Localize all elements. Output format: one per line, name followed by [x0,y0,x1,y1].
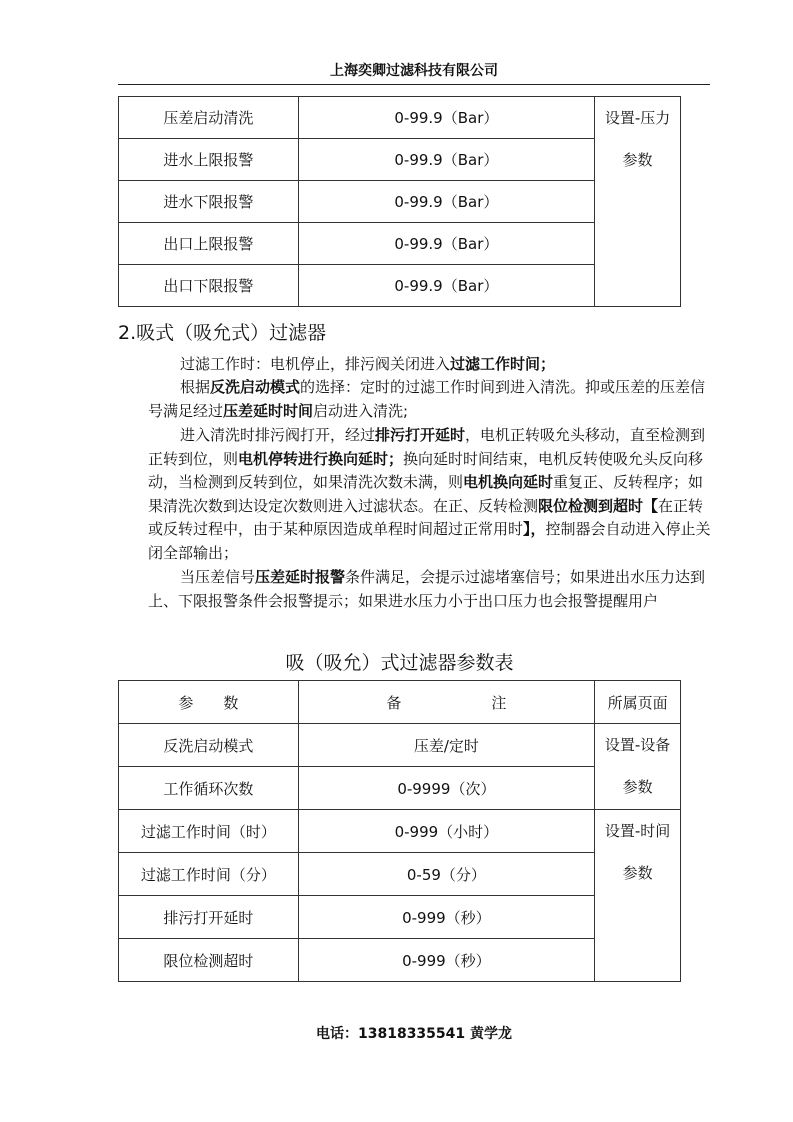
range-cell: 0-99.9（Bar） [298,223,594,265]
param-cell: 排污打开延时 [119,896,299,939]
pressure-params-table [118,96,681,307]
note-cell: 0-59（分） [298,853,595,896]
text: 启动进入清洗; [313,401,409,420]
text: 重复正、反转程序；如果清洗次数到达设定次数则进入过滤状态。在正、反转检测 [148,473,704,515]
text: 当压差信号 [180,568,256,586]
paragraph-pressure-alarm [148,566,713,613]
param-cell: 进水下限报警 [119,181,299,223]
param-cell: 过滤工作时间（时） [119,810,299,853]
page-line: 设置-时间 [604,822,671,840]
bold-text: 限位检测到超时【 [538,496,659,515]
bold-text: 电机换向延时 [463,473,554,491]
param-cell: 压差启动清洗 [119,97,299,139]
range-cell: 0-99.9（Bar） [298,181,594,223]
param-cell: 工作循环次数 [119,767,299,810]
company-name: 上海奕卿过滤科技有限公司 [330,63,498,79]
param-cell: 反洗启动模式 [119,724,299,767]
note-cell: 0-9999（次） [298,767,595,810]
bold-text: 排污打开延时 [375,426,466,444]
filter-params-table [118,680,681,982]
section-title: 2.吸式（吸允式）过滤器 [118,322,327,344]
param-cell: 限位检测超时 [119,939,299,982]
header-param: 参 数 [119,681,299,724]
param-cell: 出口下限报警 [119,265,299,307]
note-cell: 0-999（小时） [298,810,595,853]
bold-text: 】， [523,520,546,538]
note-cell: 0-999（秒） [298,939,595,982]
param-cell: 过滤工作时间（分） [119,853,299,896]
text: 过滤工作时：电机停止，排污阀关闭进入 [180,355,451,373]
page-header [118,60,710,85]
param-cell: 进水上限报警 [119,139,299,181]
page-cell [595,810,681,982]
page-line: 参数 [622,778,653,796]
range-cell: 0-99.9（Bar） [298,139,594,181]
text: 根据 [180,378,211,396]
text: 进入清洗时排污阀打开，经过 [180,426,376,444]
param-cell: 出口上限报警 [119,223,299,265]
bold-text: 压差延时报警 [255,568,346,586]
bold-text: 过滤工作时间； [450,355,556,373]
text: 的选择：定时的过滤工作时间到进入清洗。抑或压差的压差信号满足经过 [148,378,706,420]
bold-text: 反洗启动模式 [210,378,301,396]
text: 换向延时时间结束，电机反转使吸允头反向移动，当检测到反转到位，如果清洗次数未满，则 [148,449,704,491]
paragraph-cleaning-process [148,424,713,565]
table-header-row [119,681,681,724]
paragraph-backwash-mode [148,376,713,423]
page-line: 设置-压力 [604,109,671,127]
range-cell: 0-99.9（Bar） [298,97,594,139]
note-cell: 0-999（秒） [298,896,595,939]
bold-text: 压差延时时间 [223,401,314,420]
page-cell [595,97,681,307]
page-line: 参数 [622,864,653,882]
text: 条件满足，会提示过滤堵塞信号；如果进出水压力达到上、下限报警条件会报警提示；如果进水压力小于出口压力也会报警提醒用户 [148,568,706,610]
note-cell: 压差/定时 [298,724,595,767]
page-footer [118,1023,710,1043]
page-line: 参数 [622,151,653,169]
bold-text: 电机停转进行换向延时； [238,449,404,468]
text: ，电机正转吸允头移动，直至检测到正转到位，则 [148,426,706,468]
table-row [119,724,681,767]
table-row [119,810,681,853]
text: 控制器会自动进入停止关闭全部输出； [148,520,711,562]
paragraph-filter-work [148,353,713,377]
page-line: 设置-设备 [604,736,671,754]
range-cell: 0-99.9（Bar） [298,265,594,307]
text: 在正转或反转过程中，由于某种原因造成单程时间超过正常用时 [148,496,704,538]
table-row [119,97,681,139]
header-page: 所属页面 [595,681,681,724]
table-title: 吸（吸允）式过滤器参数表 [285,652,514,674]
page-cell [595,724,681,810]
contact-info: 电话：13818335541 黄学龙 [315,1026,513,1042]
header-note: 备 注 [298,681,595,724]
